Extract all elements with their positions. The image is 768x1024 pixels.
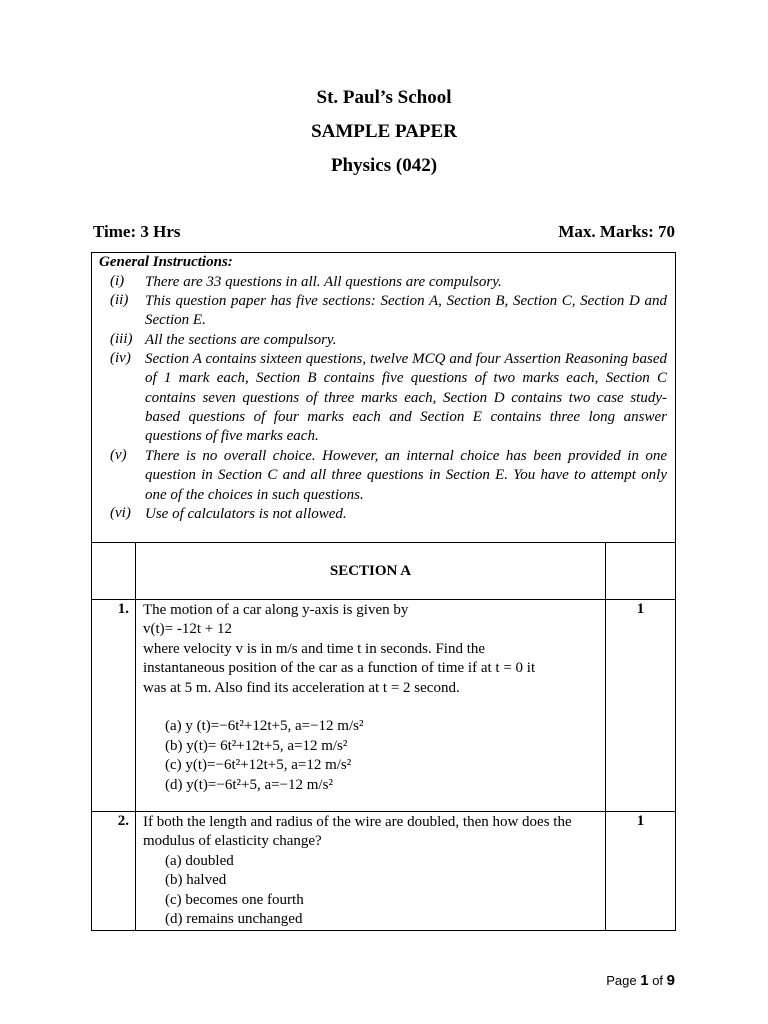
question-line: The motion of a car along y-axis is given by [143, 602, 409, 618]
option-c: (c) y(t)=−6t²+12t+5, a=12 m/s² [165, 757, 352, 774]
school-name: St. Paul’s School [316, 87, 452, 108]
time-label: Time: 3 Hrs [93, 222, 181, 241]
option-a: (a) y (t)=−6t²+12t+5, a=−12 m/s² [165, 718, 364, 735]
option-a: (a) doubled [165, 852, 234, 869]
questions-table [91, 542, 676, 931]
question-line: v(t)= -12t + 12 [143, 621, 232, 638]
question-line: instantaneous position of the car as a function of time if at t = 0 it [143, 660, 536, 677]
instruction-text: There is no overall choice. However, an internal choice has been provided in one question in Section C and all three questions in Section E. You have to attempt only one of the choices in such questions. [145, 448, 667, 503]
page-of-label: of [652, 973, 664, 988]
option-c: (c) becomes one fourth [165, 891, 304, 908]
instruction-number: (i) [110, 273, 125, 289]
question-marks: 1 [636, 601, 645, 617]
question-body [136, 812, 606, 931]
question-row [92, 600, 676, 812]
instruction-text: This question paper has five sections: Section A, Section B, Section C, Section D and Section E. [145, 293, 667, 329]
option-d: (d) remains unchanged [165, 911, 303, 928]
section-number-cell [92, 543, 136, 600]
instruction-number: (v) [110, 447, 127, 463]
question-line: modulus of elasticity change? [143, 833, 322, 850]
question-body [136, 600, 606, 812]
question-line: where velocity v is in m/s and time t in seconds. Find the [143, 640, 486, 657]
general-instructions-box [91, 252, 676, 543]
question-marks-cell [606, 600, 676, 812]
instruction-text: All the sections are compulsory. [145, 332, 337, 348]
question-text [136, 601, 605, 795]
paper-title: SAMPLE PAPER [311, 121, 457, 142]
question-line: was at 5 m. Also find its acceleration at t = 2 second. [143, 679, 460, 696]
option-d: (d) y(t)=−6t²+5, a=−12 m/s² [165, 776, 333, 793]
section-header-row [92, 543, 676, 600]
section-marks-cell [606, 543, 676, 600]
page-label: Page [606, 973, 637, 988]
instruction-text: Section A contains sixteen questions, twelve MCQ and four Assertion Reasoning based of 1 mark each, Section B contains five questions of two marks each, Section C contains seven questions of three marks each, Section D contains two case study-based questions of four marks each and Section E contains three long answer questions of five marks each. [145, 351, 667, 445]
instruction-number: (iii) [110, 331, 133, 347]
page-footer [606, 972, 675, 989]
subject-title: Physics (042) [330, 155, 438, 176]
question-number: 2. [117, 813, 129, 829]
question-line: If both the length and radius of the wire are doubled, then how does the [143, 814, 572, 830]
instruction-text: Use of calculators is not allowed. [145, 506, 347, 522]
question-row [92, 812, 676, 931]
question-number-cell [92, 812, 136, 931]
question-marks-cell [606, 812, 676, 931]
max-marks-label: Max. Marks: 70 [558, 222, 675, 241]
question-number-cell [92, 600, 136, 812]
question-marks: 1 [636, 813, 645, 829]
question-number: 1. [117, 601, 129, 617]
instruction-number: (ii) [110, 292, 129, 308]
option-b: (b) halved [165, 872, 227, 889]
page-current: 1 [640, 972, 649, 989]
page-total: 9 [666, 972, 675, 989]
instruction-number: (vi) [110, 505, 131, 521]
instructions-heading: General Instructions: [99, 254, 233, 270]
instruction-text: There are 33 questions in all. All questions are compulsory. [145, 274, 502, 290]
option-b: (b) y(t)= 6t²+12t+5, a=12 m/s² [165, 737, 348, 754]
question-text [136, 813, 605, 930]
section-title: SECTION A [136, 543, 606, 600]
instruction-number: (iv) [110, 350, 131, 366]
